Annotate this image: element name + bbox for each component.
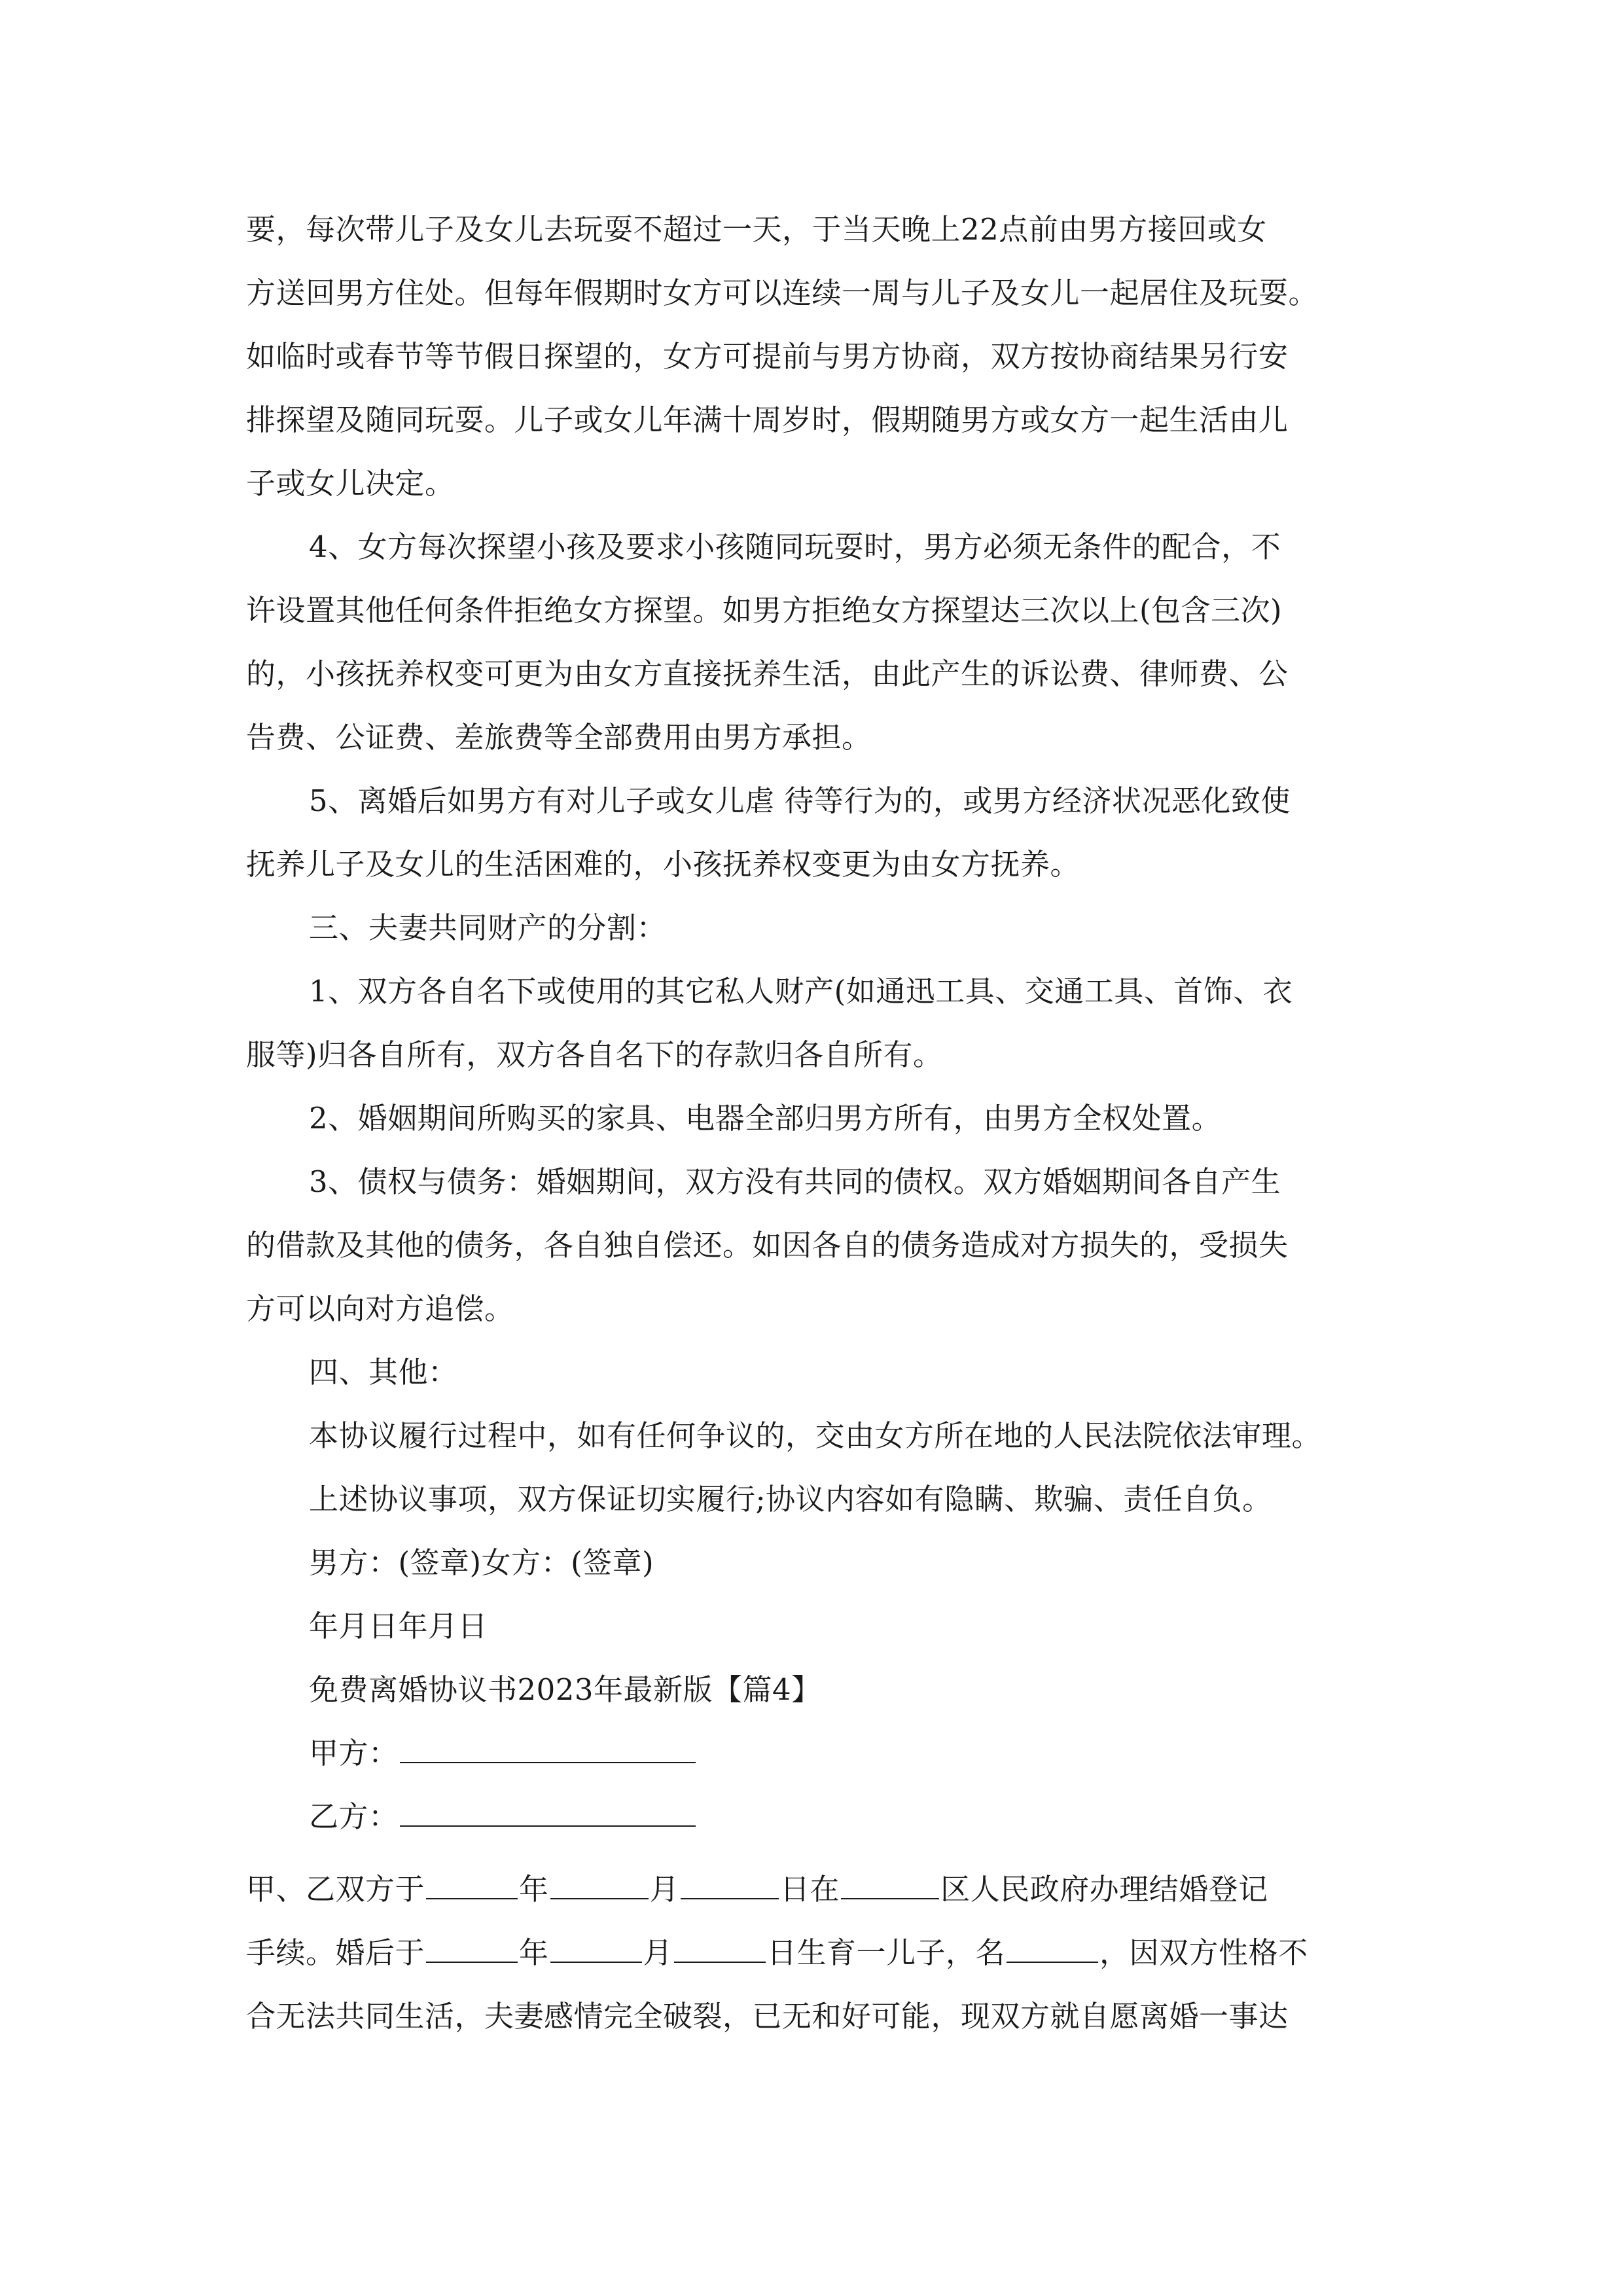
party-b-line [309, 1797, 697, 1837]
blank [841, 1872, 939, 1899]
blank [426, 1872, 518, 1899]
child-birth-line [246, 1933, 1308, 1973]
clause-4-line: 4、女方每次探望小孩及要求小孩随同玩耍时，男方必须无条件的配合，不 [309, 529, 1281, 564]
body-line: 本协议履行过程中，如有任何争议的，交由女方所在地的人民法院依法审理。 [309, 1418, 1322, 1453]
blank [681, 1872, 779, 1899]
signature-line: 男方：(签章)女方：(签章) [309, 1545, 654, 1580]
text-segment: 日生育一儿子，名 [767, 1935, 1006, 1970]
body-line: 方送回男方住处。但每年假期时女方可以连续一周与儿子及女儿一起居住及玩耍。 [246, 276, 1319, 310]
blank [550, 1935, 642, 1963]
marriage-registration-line [246, 1870, 1268, 1909]
blank [1007, 1935, 1098, 1963]
body-line: 排探望及随同玩耍。儿子或女儿年满十周岁时，假期随男方或女方一起生活由儿 [246, 403, 1289, 437]
body-line: 的借款及其他的债务，各自独自偿还。如因各自的债务造成对方损失的，受损失 [246, 1228, 1289, 1263]
text-segment: 月 [649, 1872, 680, 1907]
body-line: 方可以向对方追偿。 [246, 1291, 514, 1326]
section-heading-4: 四、其他： [309, 1355, 458, 1390]
text-segment: 年 [519, 1872, 549, 1907]
clause-5-line: 5、离婚后如男方有对儿子或女儿虐 待等行为的，或男方经济状况恶化致使 [309, 783, 1291, 818]
party-a-blank [400, 1736, 696, 1763]
body-line: 的，小孩抚养权变可更为由女方直接抚养生活，由此产生的诉讼费、律师费、公 [246, 656, 1289, 691]
blank [426, 1935, 518, 1963]
body-line: 告费、公证费、差旅费等全部费用由男方承担。 [246, 720, 872, 755]
body-line: 如临时或春节等节假日探望的，女方可提前与男方协商，双方按协商结果另行安 [246, 339, 1289, 374]
text-segment: 手续。婚后于 [246, 1935, 425, 1970]
body-line: 抚养儿子及女儿的生活困难的，小孩抚养权变更为由女方抚养。 [246, 847, 1080, 882]
blank [674, 1935, 766, 1963]
property-clause-3: 3、债权与债务：婚姻期间，双方没有共同的债权。双方婚姻期间各自产生 [309, 1164, 1281, 1199]
text-segment: 甲、乙双方于 [246, 1872, 425, 1907]
party-b-blank [400, 1799, 696, 1827]
party-b-label: 乙方： [309, 1799, 399, 1834]
party-a-label: 甲方： [309, 1736, 399, 1770]
text-segment: 日在 [780, 1872, 840, 1907]
body-line: 服等)归各自所有，双方各自名下的存款归各自所有。 [246, 1037, 943, 1072]
body-line: 合无法共同生活，夫妻感情完全破裂，已无和好可能，现双方就自愿离婚一事达 [246, 1999, 1289, 2034]
section-heading-3: 三、夫妻共同财产的分割： [309, 910, 667, 945]
body-line: 许设置其他任何条件拒绝女方探望。如男方拒绝女方探望达三次以上(包含三次) [246, 593, 1283, 628]
text-segment: 年 [519, 1935, 549, 1970]
text-segment: ，因双方性格不 [1099, 1935, 1308, 1970]
body-line: 子或女儿决定。 [246, 466, 455, 501]
date-line: 年月日年月日 [309, 1609, 488, 1643]
body-line: 上述协议事项，双方保证切实履行;协议内容如有隐瞒、欺骗、责任自负。 [309, 1482, 1272, 1516]
body-line: 要，每次带儿子及女儿去玩耍不超过一天，于当天晚上22点前由男方接回或女 [246, 212, 1267, 247]
text-segment: 区人民政府办理结婚登记 [940, 1872, 1268, 1907]
blank [550, 1872, 649, 1899]
property-clause-2: 2、婚姻期间所购买的家具、电器全部归男方所有，由男方全权处置。 [309, 1101, 1222, 1136]
text-segment: 月 [643, 1935, 673, 1970]
article-title: 免费离婚协议书2023年最新版【篇4】 [309, 1672, 821, 1707]
party-a-line [309, 1734, 697, 1773]
property-clause-1: 1、双方各自名下或使用的其它私人财产(如通迅工具、交通工具、首饰、衣 [309, 974, 1293, 1009]
